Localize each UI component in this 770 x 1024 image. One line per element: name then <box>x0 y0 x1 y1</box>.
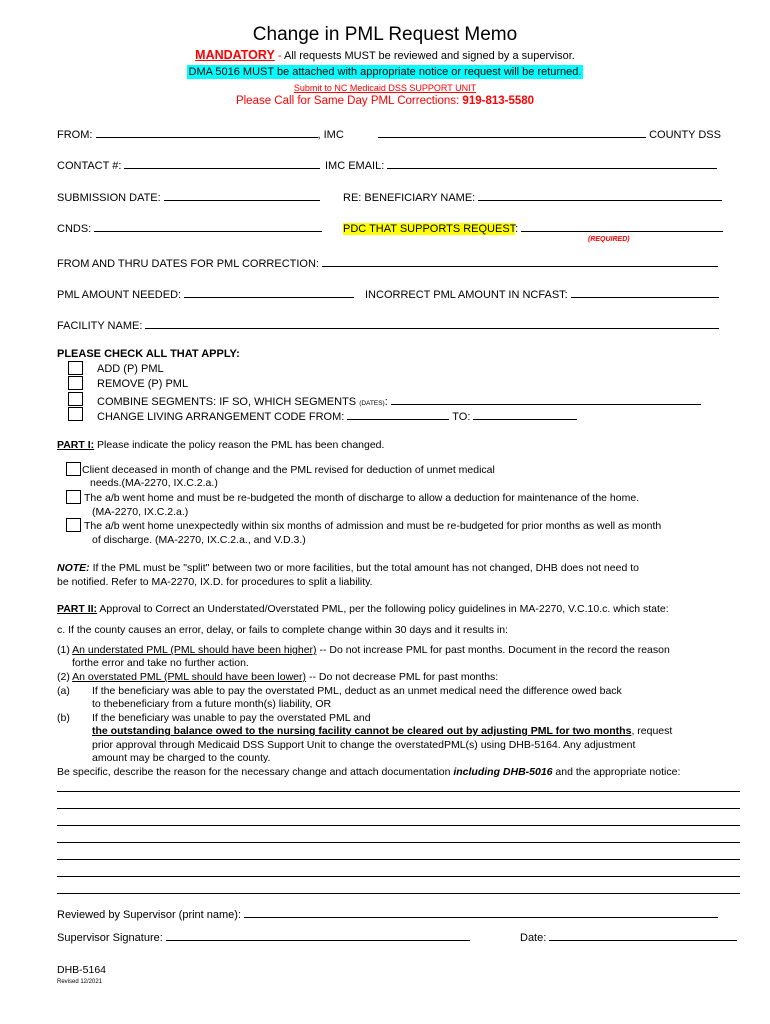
check-item-combine <box>97 394 701 408</box>
part2-a-label: (a) <box>57 685 70 697</box>
submit-to-link[interactable]: Submit to NC Medicaid DSS SUPPORT UNIT <box>293 83 477 93</box>
item1-underlined: An understated PML (PML should have been higher) <box>72 644 317 656</box>
living-from-field[interactable] <box>347 409 449 420</box>
incorrect-row <box>365 287 719 301</box>
specific-bold: including DHB-5016 <box>453 766 553 778</box>
county-row <box>378 127 721 141</box>
part2-intro-text: Approval to Correct an Understated/Overstated PML, per the following policy guidelines in MA-2270, V.C.10.c. which state: <box>97 603 669 615</box>
note-line2: be notified. Refer to MA-2270, IX.D. for procedures to split a liability. <box>57 576 373 588</box>
item2-rest: -- Do not decrease PML for past months: <box>306 671 499 683</box>
to-label: TO: <box>452 411 471 423</box>
check-item-living <box>97 409 577 423</box>
cnds-field[interactable] <box>94 221 322 232</box>
submission-date-field[interactable] <box>164 190 320 201</box>
part1-intro-text: Please indicate the policy reason the PML has been changed. <box>94 439 385 451</box>
checkbox-part1-unexpected[interactable] <box>66 518 81 532</box>
signature-label: Supervisor Signature: <box>57 932 163 944</box>
cnds-label: CNDS: <box>57 223 92 235</box>
part1-option-3-line1: The a/b went home unexpectedly within six months of admission and must be re-budgeted for prior months as well as month <box>84 520 662 532</box>
mandatory-label: MANDATORY <box>195 48 275 62</box>
beneficiary-row <box>343 190 722 204</box>
contact-field[interactable] <box>124 158 320 169</box>
writing-line[interactable] <box>57 825 740 826</box>
writing-line[interactable] <box>57 808 740 809</box>
part2-intro <box>57 603 669 615</box>
part2-b-line4: amount may be charged to the county. <box>92 752 271 764</box>
county-label: COUNTY DSS <box>649 129 721 141</box>
pdc-colon: : <box>515 223 519 235</box>
call-notice <box>0 95 770 107</box>
form-number: DHB-5164 <box>57 964 107 976</box>
note-label: NOTE: <box>57 562 90 574</box>
checkbox-part1-deceased[interactable] <box>66 462 81 476</box>
beneficiary-field[interactable] <box>478 190 722 201</box>
imc-label: , IMC <box>317 129 344 141</box>
part2-item1-line2: forthe error and take no further action. <box>72 657 249 669</box>
pml-amount-row <box>57 287 354 301</box>
part1-option-2-line2: (MA-2270, IX.C.2.a.) <box>92 506 189 518</box>
contact-row <box>57 158 320 172</box>
part1-option-2-line1: The a/b went home and must be re-budgeted the month of discharge to allow a deduction for maintenance of the home. <box>84 492 640 504</box>
supervisor-signature-field[interactable] <box>166 930 470 941</box>
call-text: Please Call for Same Day PML Corrections: <box>235 95 463 107</box>
part2-b-line2 <box>92 725 672 737</box>
mandatory-notice <box>0 48 770 62</box>
specific-instruction <box>57 766 680 778</box>
revised-date: Revised 12/2021 <box>57 979 103 985</box>
beneficiary-label: RE: BENEFICIARY NAME: <box>343 192 476 204</box>
incorrect-field[interactable] <box>571 287 719 298</box>
from-field[interactable] <box>96 127 318 138</box>
item2-underlined: An overstated PML (PML should have been lower) <box>72 671 307 683</box>
combine-segments-field[interactable] <box>391 394 701 405</box>
pml-amount-label: PML AMOUNT NEEDED: <box>57 289 182 301</box>
part1-label: PART I: <box>57 439 95 451</box>
b-rest: , request <box>631 725 673 737</box>
part2-b-line1: If the beneficiary was unable to pay the overstated PML and <box>92 712 371 724</box>
item1-num: (1) <box>57 644 73 656</box>
contact-label: CONTACT #: <box>57 160 122 172</box>
mandatory-text: All requests MUST be reviewed and signed by a supervisor. <box>283 50 575 62</box>
writing-line[interactable] <box>57 876 740 877</box>
checklist-heading: PLEASE CHECK ALL THAT APPLY: <box>57 348 240 360</box>
facility-field[interactable] <box>145 318 719 329</box>
reviewed-label: Reviewed by Supervisor (print name): <box>57 909 242 921</box>
submission-date-label: SUBMISSION DATE: <box>57 192 161 204</box>
page-title: Change in PML Request Memo <box>252 24 518 45</box>
dates-row <box>57 256 718 270</box>
dates-colon: : <box>384 396 388 408</box>
imc-email-row <box>325 158 717 172</box>
from-label: FROM: <box>57 129 93 141</box>
imc-email-field[interactable] <box>387 158 717 169</box>
dates-note: (DATES) <box>359 400 385 407</box>
part2-item1 <box>57 644 670 656</box>
pdc-label: PDC THAT SUPPORTS REQUEST <box>343 223 516 235</box>
reviewed-row <box>57 907 718 921</box>
part2-a-line2: to thebeneficiary from a future month(s) liability, OR <box>92 698 332 710</box>
facility-label: FACILITY NAME: <box>57 320 143 332</box>
item2-num: (2) <box>57 671 73 683</box>
checkbox-change-living[interactable] <box>68 407 83 421</box>
writing-line[interactable] <box>57 859 740 860</box>
checkbox-add-pml[interactable] <box>68 361 83 375</box>
imc-email-label: IMC EMAIL: <box>325 160 385 172</box>
part2-b-line3: prior approval through Medicaid DSS Support Unit to change the overstatedPML(s) using DHB-5164. Any adjustment <box>92 739 636 751</box>
check-item-remove: REMOVE (P) PML <box>97 378 189 390</box>
from-row <box>57 127 344 141</box>
dma-notice <box>0 66 770 78</box>
part2-label: PART II: <box>57 603 98 615</box>
cnds-row <box>57 221 322 235</box>
signature-row <box>57 930 470 944</box>
part1-option-3-line2: of discharge. (MA-2270, IX.C.2.a., and V.D.3.) <box>92 534 306 546</box>
check-item-add: ADD (P) PML <box>97 363 164 375</box>
date-label: Date: <box>520 932 547 944</box>
specific-post: and the appropriate notice: <box>552 766 681 778</box>
county-field[interactable] <box>378 127 646 138</box>
part1-option-1-line1: Client deceased in month of change and the PML revised for deduction of unmet medical <box>82 464 495 476</box>
living-label: CHANGE LIVING ARRANGEMENT CODE FROM: <box>97 411 348 423</box>
item1-rest: -- Do not increase PML for past months. Document in the record the reason <box>316 644 670 656</box>
note-text-1: If the PML must be "split" between two or more facilities, but the total amount has not changed, DHB does not need to <box>89 562 639 574</box>
combine-label: COMBINE SEGMENTS: IF SO, WHICH SEGMENTS <box>97 396 360 408</box>
writing-line[interactable] <box>57 893 740 894</box>
dates-label: FROM AND THRU DATES FOR PML CORRECTION: <box>57 258 319 270</box>
note-line1 <box>57 562 639 574</box>
writing-line[interactable] <box>57 842 740 843</box>
living-to-field[interactable] <box>473 409 577 420</box>
call-phone: 919-813-5580 <box>462 95 535 107</box>
submission-row <box>57 190 320 204</box>
mandatory-dash: - <box>274 50 284 62</box>
checkbox-combine-segments[interactable] <box>68 392 83 406</box>
pml-amount-field[interactable] <box>184 287 354 298</box>
date-row <box>520 930 737 944</box>
required-note: (REQUIRED) <box>588 236 630 243</box>
supervisor-name-field[interactable] <box>244 907 718 918</box>
part2-b-label: (b) <box>57 712 70 724</box>
part2-a-line1: If the beneficiary was able to pay the overstated PML, deduct as an unmet medical need the difference owed back <box>92 685 622 697</box>
specific-pre: Be specific, describe the reason for the necessary change and attach documentation <box>57 766 454 778</box>
date-field[interactable] <box>549 930 737 941</box>
part1-option-1-line2: needs.(MA-2270, IX.C.2.a.) <box>90 477 218 489</box>
b-bold-text: the outstanding balance owed to the nursing facility cannot be cleared out by adjusting PML for two months <box>92 725 632 737</box>
checkbox-remove-pml[interactable] <box>68 376 83 390</box>
pdc-row <box>343 221 723 235</box>
checkbox-part1-went-home[interactable] <box>66 490 81 504</box>
part2-item2 <box>57 671 498 683</box>
dates-field[interactable] <box>322 256 718 267</box>
writing-line[interactable] <box>57 791 740 792</box>
pdc-field[interactable] <box>521 221 723 232</box>
facility-row <box>57 318 719 332</box>
dma-notice-text: DMA 5016 MUST be attached with appropriate notice or request will be returned. <box>188 66 582 78</box>
part1-intro <box>57 439 384 451</box>
part2-clause-c: c. If the county causes an error, delay, or fails to complete change within 30 days and it results in: <box>57 624 508 636</box>
incorrect-label: INCORRECT PML AMOUNT IN NCFAST: <box>365 289 568 301</box>
